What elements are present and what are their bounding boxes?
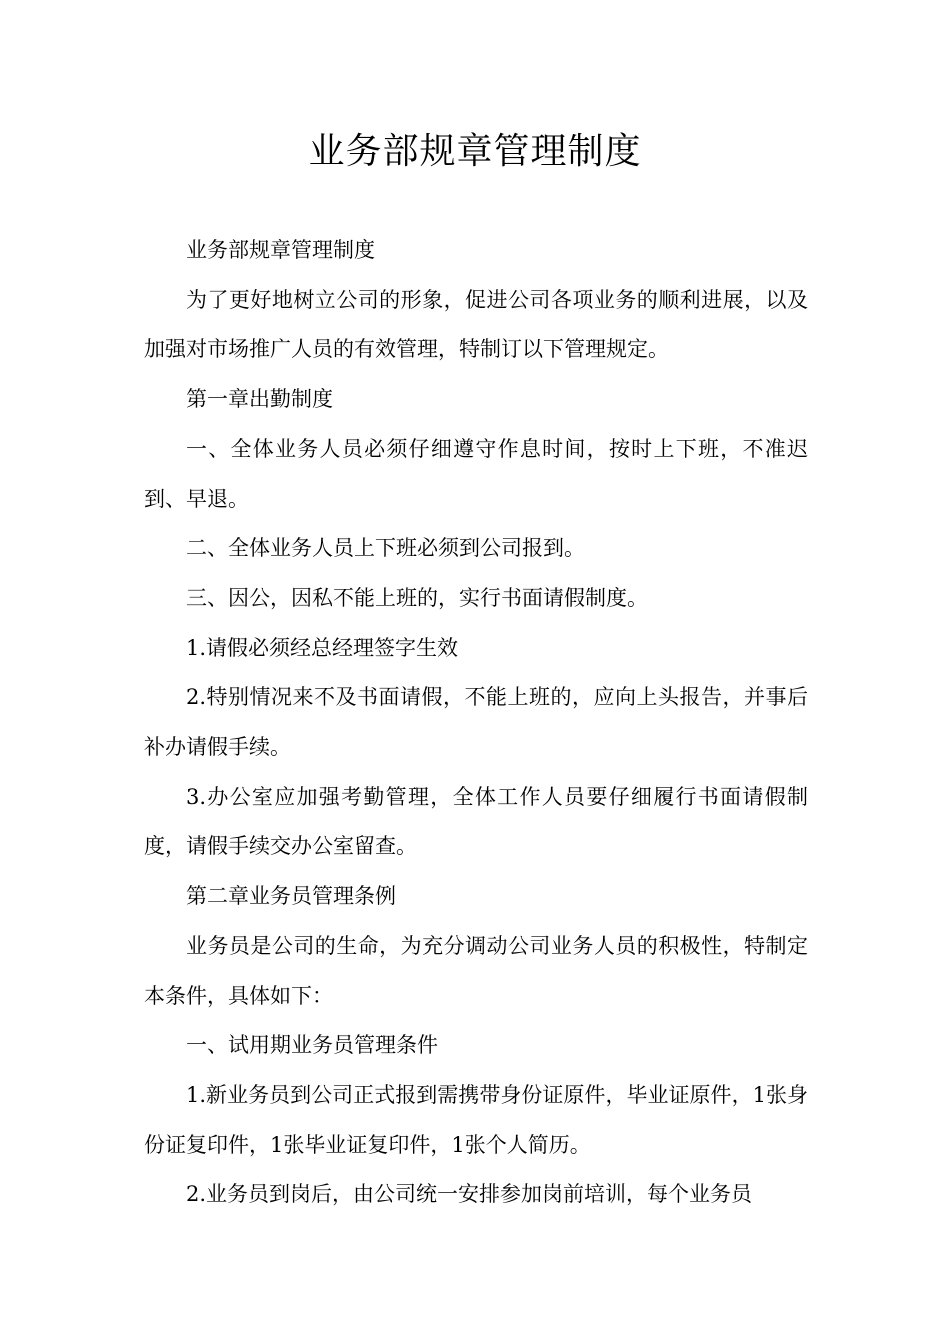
- document-title: 业务部规章管理制度: [308, 131, 642, 172]
- paragraph-attendance-2: 二、全体业务人员上下班必须到公司报到。: [186, 536, 585, 561]
- document-body: [144, 226, 808, 1220]
- paragraph-probation-rule-1: 1.新业务员到公司正式报到需携带身份证原件，毕业证原件，1张身份证复印件，1张毕业证复印件，1张个人简历。: [144, 1082, 808, 1157]
- paragraph-leave-rule-3: 3.办公室应加强考勤管理，全体工作人员要仔细履行书面请假制度，请假手续交办公室留查。: [144, 784, 808, 859]
- paragraph-leave-rule-2: 2.特别情况来不及书面请假，不能上班的，应向上头报告，并事后补办请假手续。: [144, 685, 808, 760]
- paragraph-attendance-3: 三、因公，因私不能上班的，实行书面请假制度。: [186, 585, 648, 610]
- paragraph-subtitle: 业务部规章管理制度: [186, 238, 375, 262]
- chapter-2-heading: 第二章业务员管理条例: [186, 884, 396, 909]
- paragraph-leave-rule-1: 1.请假必须经总经理签字生效: [186, 635, 459, 660]
- paragraph-salesman-intro: 业务员是公司的生命，为充分调动公司业务人员的积极性，特制定本条件，具体如下：: [144, 933, 808, 1008]
- paragraph-intro: 为了更好地树立公司的形象，促进公司各项业务的顺利进展，以及加强对市场推广人员的有效管理，特制订以下管理规定。: [144, 287, 808, 362]
- paragraph-attendance-1: 一、全体业务人员必须仔细遵守作息时间，按时上下班，不准迟到、早退。: [144, 436, 808, 511]
- paragraph-probation-rule-2: 2.业务员到岗后，由公司统一安排参加岗前培训，每个业务员: [186, 1182, 753, 1207]
- section-probation-heading: 一、试用期业务员管理条件: [186, 1033, 438, 1058]
- chapter-1-heading: 第一章出勤制度: [186, 387, 333, 412]
